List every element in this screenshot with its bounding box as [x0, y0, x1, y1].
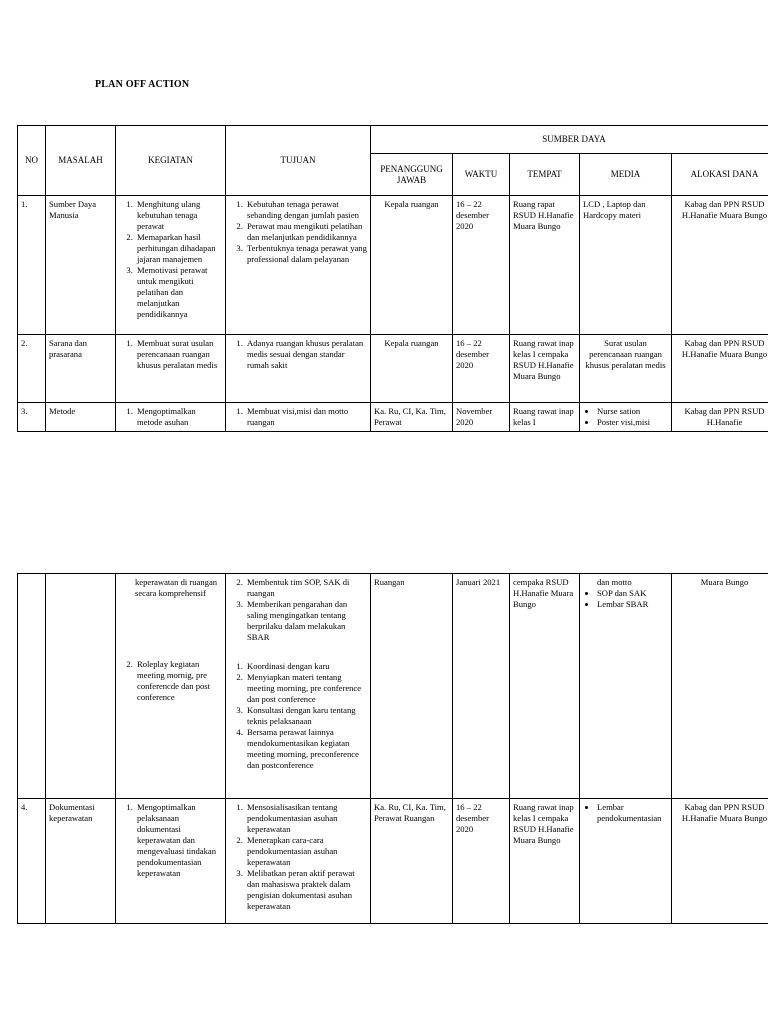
list-item: 4. Bersama perawat lainnya mendokumentasikan kegiatan meeting morning, preconference dan postconference — [245, 727, 367, 771]
row-tujuan — [226, 574, 371, 799]
row-tujuan — [226, 799, 371, 924]
row-kegiatan — [116, 196, 226, 335]
row-dana: Kabag dan PPN RSUD H.Hanafie — [672, 403, 768, 432]
header-media: MEDIA — [580, 154, 672, 196]
row-no: 3. — [18, 403, 46, 432]
list-item: 3. Melibatkan peran aktif perawat dan mahasiswa praktek dalam pengisian dokumentasi asuhan keperawatan — [245, 868, 367, 912]
row-media — [580, 799, 672, 924]
row-tempat: Ruang rawat inap kelas I cempaka RSUD H.Hanafie Muara Bungo — [510, 335, 580, 403]
row-media — [580, 403, 672, 432]
row-dana: Muara Bungo — [672, 574, 768, 799]
header-penanggung-jawab: PENANGGUNG JAWAB — [371, 154, 453, 196]
list-item: 2. Menerapkan cara-cara pendokumentasian asuhan keperawatan — [245, 835, 367, 868]
row-tujuan — [226, 196, 371, 335]
list-item: 3. Memberikan pengarahan dan saling mengingatkan tentang berprilaku dalam melakukan SBAR — [245, 599, 367, 643]
list-item: • Poster visi,misi — [597, 417, 668, 428]
row-kegiatan — [116, 574, 226, 799]
table-row — [18, 574, 768, 799]
row-waktu: 16 – 22 desember 2020 — [453, 335, 510, 403]
row-masalah: Dokumentasi keperawatan — [46, 799, 116, 924]
row-kegiatan — [116, 403, 226, 432]
row-tempat: Ruang rawat inap kelas I — [510, 403, 580, 432]
list-item: 1. Mensosialisasikan tentang pendokumentasian asuhan keperawatan — [245, 802, 367, 835]
row-tempat: Ruang rawat inap kelas I cempaka RSUD H.Hanafie Muara Bungo — [510, 799, 580, 924]
row-masalah: Metode — [46, 403, 116, 432]
list-item: 2. Perawat mau mengikuti pelatihan dan melanjutkan pendidikannya — [245, 221, 367, 243]
table-row — [18, 335, 768, 403]
header-no: NO — [18, 126, 46, 196]
row-dana: Kabag dan PPN RSUD H.Hanafie Muara Bungo — [672, 799, 768, 924]
list-item: 1. Menghitung ulang kebutuhan tenaga perawat — [135, 199, 222, 232]
row-pj: Kepala ruangan — [371, 335, 453, 403]
row-masalah: Sarana dan prasarana — [46, 335, 116, 403]
row-no: 1. — [18, 196, 46, 335]
row-waktu: Januari 2021 — [453, 574, 510, 799]
header-alokasi-dana: ALOKASI DANA — [672, 154, 768, 196]
row-tujuan — [226, 403, 371, 432]
row-dana: Kabag dan PPN RSUD H.Hanafie Muara Bungo — [672, 196, 768, 335]
row-kegiatan — [116, 335, 226, 403]
header-tempat: TEMPAT — [510, 154, 580, 196]
row-tujuan — [226, 335, 371, 403]
header-waktu: WAKTU — [453, 154, 510, 196]
list-item: 1. Membuat surat usulan perencanaan ruangan khusus peralatan medis — [135, 338, 222, 371]
list-item: 2. Menyiapkan materi tentang meeting morning, pre conference dan post conference — [245, 672, 367, 705]
row-dana: Kabag dan PPN RSUD H.Hanafie Muara Bungo — [672, 335, 768, 403]
table-row — [18, 196, 768, 335]
row-pj: Kepala ruangan — [371, 196, 453, 335]
plan-table-page-2 — [17, 573, 768, 924]
table-row — [18, 403, 768, 432]
plan-table-page-1 — [17, 125, 768, 432]
row-pj: Ka. Ru, CI, Ka. Tim, Perawat — [371, 403, 453, 432]
list-item: 1. Mengoptimalkan pelaksanaan dokumentasi keperawatan dan mengevaluasi tindakan pendokumentasian keperawatan — [135, 802, 222, 879]
row-no: 2. — [18, 335, 46, 403]
header-masalah: MASALAH — [46, 126, 116, 196]
header-kegiatan: KEGIATAN — [116, 126, 226, 196]
list-item: 1. Membuat visi,misi dan motto ruangan — [245, 406, 367, 428]
list-item: • SOP dan SAK — [597, 588, 668, 599]
list-item: 3. Terbentuknya tenaga perawat yang professional dalam pelayanan — [245, 243, 367, 265]
list-item: 2. Memaparkan hasil perhitungan dihadapan jajaran manajemen — [135, 232, 222, 265]
row-pj: Ka. Ru, CI, Ka. Tim, Perawat Ruangan — [371, 799, 453, 924]
row-tempat: Ruang rapat RSUD H.Hanafie Muara Bungo — [510, 196, 580, 335]
list-item: 1. Koordinasi dengan karu — [245, 661, 367, 672]
row-masalah: Sumber Daya Manusia — [46, 196, 116, 335]
row-tempat: cempaka RSUD H.Hanafie Muara Bungo — [510, 574, 580, 799]
list-item: 2. Membentuk tim SOP, SAK di ruangan — [245, 577, 367, 599]
row-waktu: 16 – 22 desember 2020 — [453, 799, 510, 924]
list-item: 2. Roleplay kegiatan meeting mornig, pre conferencde dan post conference — [135, 659, 222, 703]
list-item: • Lembar SBAR — [597, 599, 668, 610]
header-sumber-daya: SUMBER DAYA — [371, 126, 768, 154]
list-item: 1. Kebutuhan tenaga perawat sebanding dengan jumlah pasien — [245, 199, 367, 221]
row-waktu: 16 – 22 desember 2020 — [453, 196, 510, 335]
row-media: LCD , Laptop dan Hardcopy materi — [580, 196, 672, 335]
row-waktu: November 2020 — [453, 403, 510, 432]
row-no: 4. — [18, 799, 46, 924]
list-item: • Nurse sation — [597, 406, 668, 417]
list-item: • Lembar pendokumentasian — [597, 802, 668, 824]
row-media: dan motto • SOP dan SAK • Lembar SBAR — [580, 574, 672, 799]
row-pj: Ruangan — [371, 574, 453, 799]
list-item: 1. Adanya ruangan khusus peralatan medis sesuai dengan standar rumah sakit — [245, 338, 367, 371]
list-item: 3. Konsultasi dengan karu tentang teknis pelaksanaan — [245, 705, 367, 727]
header-tujuan: TUJUAN — [226, 126, 371, 196]
list-item: 1. Mengoptimalkan metode asuhan — [135, 406, 222, 428]
table-row — [18, 799, 768, 924]
row-media: Surat usulan perencanaan ruangan khusus peralatan medis — [580, 335, 672, 403]
page-title: PLAN OFF ACTION — [95, 79, 190, 90]
kegiatan-continued: keperawatan di ruangan secara komprehensif — [135, 577, 218, 598]
row-kegiatan — [116, 799, 226, 924]
list-item: 3. Memotivasi perawat untuk mengikuti pelatihan dan melanjutkan pendidikannya — [135, 265, 222, 320]
